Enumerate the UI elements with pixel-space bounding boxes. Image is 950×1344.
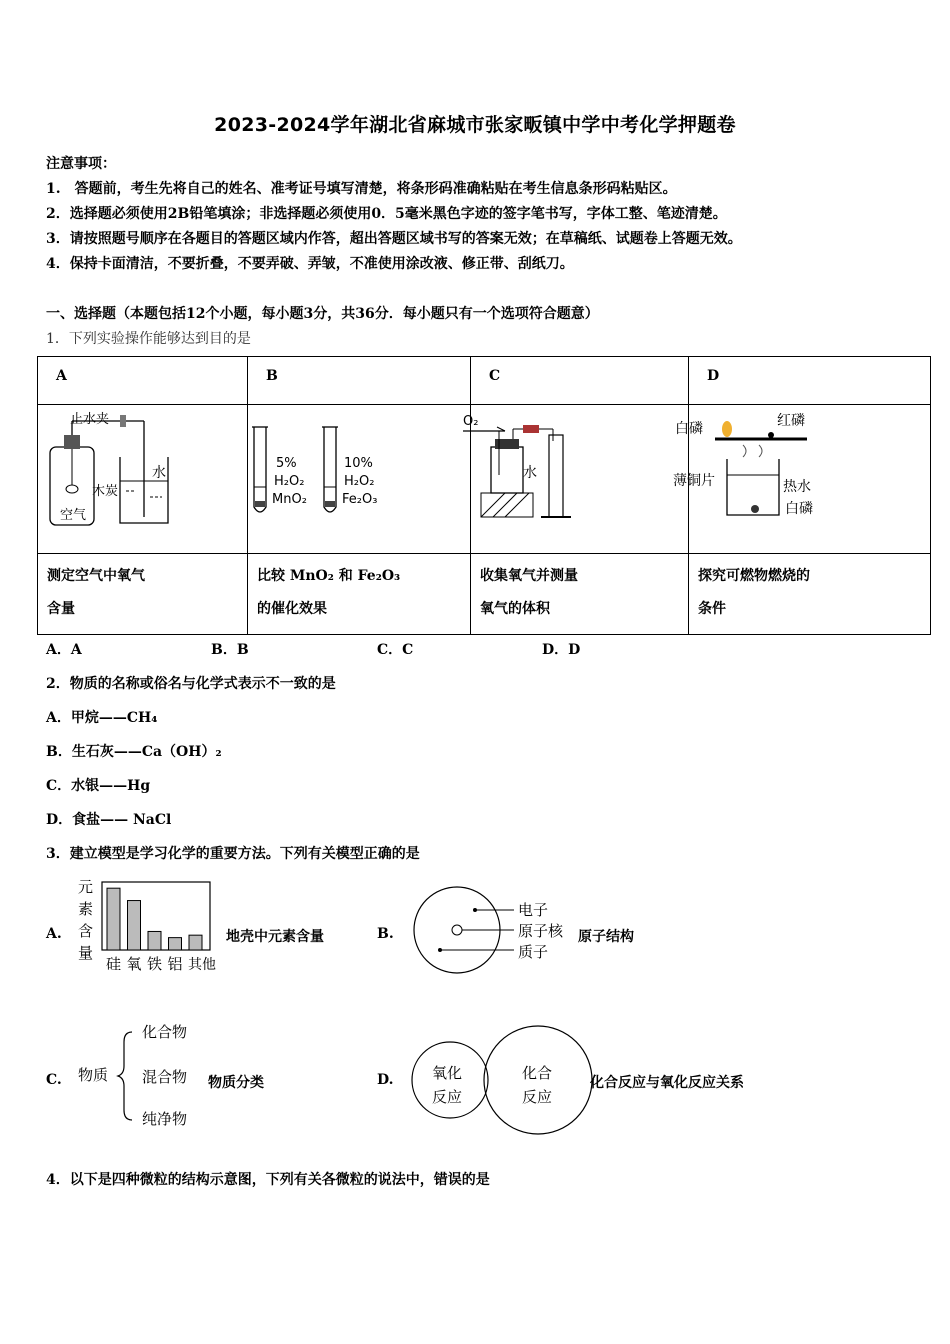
q1-option-a[interactable]: A．A [46, 642, 82, 658]
q2-option-a[interactable]: A．甲烷——CH₄ [46, 710, 158, 726]
question-4-stem: 4．以下是四种微粒的结构示意图，下列有关各微粒的说法中，错误的是 [46, 1172, 490, 1188]
label-h2o2: H₂O₂ [344, 474, 375, 489]
col-header-b: B [266, 368, 278, 384]
label-mixture: 混合物 [142, 1068, 188, 1086]
q3-option-b-letter[interactable]: B. [377, 926, 394, 942]
diagram-c-collection [453, 405, 661, 553]
q3-c-classification [74, 1018, 206, 1130]
q2-option-d[interactable]: D．食盐—— NaCl [46, 812, 172, 828]
label-white-p: 白磷 [785, 501, 813, 517]
atom-nucleus [452, 925, 462, 935]
bar-铁 [148, 931, 161, 950]
label-hot-water: 热水 [783, 479, 811, 495]
section-heading: 一、选择题（本题包括12个小题，每小题3分，共36分．每小题只有一个选项符合题意） [46, 306, 599, 322]
q3-d-caption: 化合反应与氧化反应关系 [590, 1075, 744, 1091]
label-oxidation: 氧化 [432, 1064, 463, 1082]
label-water: 水 [523, 465, 537, 481]
label-air: 空气 [60, 508, 87, 523]
caption-d-2: 条件 [698, 601, 726, 617]
label-matter: 物质 [78, 1066, 109, 1084]
notice-item: 3．请按照题号顺序在各题目的答题区域内作答，超出答题区域书写的答案无效；在草稿纸、试题卷上答题无效。 [46, 231, 742, 247]
bar-铝 [169, 938, 182, 950]
q1-option-c[interactable]: C．C [377, 642, 414, 658]
notice-item: 1. 答题前，考生先将自己的姓名、准考证号填写清楚，将条形码准确粘贴在考生信息条形码粘贴区。 [46, 181, 677, 197]
category-label: 铁 [147, 955, 163, 973]
q1-option-b[interactable]: B．B [211, 642, 249, 658]
ylabel-char: 元 [78, 878, 94, 896]
q3-option-a-letter[interactable]: A. [46, 926, 62, 942]
label-stop-clamp: 止水夹 [70, 412, 110, 427]
diagram-d-combustion [663, 405, 895, 553]
label-copper: 薄铜片 [673, 473, 715, 489]
brace [118, 1032, 132, 1120]
q3-a-bar-chart [74, 876, 224, 976]
diagram-a-apparatus [40, 405, 240, 553]
caption-a-1: 测定空气中氧气 [47, 568, 145, 584]
question-1-stem: 1．下列实验操作能够达到目的是 [46, 331, 251, 347]
label-fe2o3: Fe₂O₃ [342, 492, 378, 507]
category-label: 铝 [167, 955, 183, 973]
bar-硅 [107, 888, 120, 950]
q3-d-venn [410, 1036, 590, 1124]
page-title: 2023-2024学年湖北省麻城市张家畈镇中学中考化学押题卷 [214, 114, 736, 136]
q3-a-caption: 地壳中元素含量 [226, 929, 324, 945]
col-header-d: D [707, 368, 720, 384]
category-label: 硅 [106, 955, 122, 973]
ylabel-char: 素 [78, 900, 94, 918]
label-5pct: 5% [276, 456, 297, 471]
label-water: 水 [152, 465, 166, 481]
label-h2o2: H₂O₂ [274, 474, 305, 489]
caption-b-2: 的催化效果 [257, 601, 327, 617]
label-combination: 反应 [522, 1088, 553, 1106]
caption-a-2: 含量 [47, 601, 75, 617]
caption-b-1: 比较 MnO₂ 和 Fe₂O₃ [257, 568, 401, 584]
label-mno2: MnO₂ [272, 492, 307, 507]
q1-option-d[interactable]: D．D [542, 642, 581, 658]
label-compound: 化合物 [142, 1023, 188, 1041]
label-red-p: 红磷 [777, 413, 805, 429]
diagram-b-test-tubes [240, 405, 453, 553]
q3-c-caption: 物质分类 [208, 1075, 264, 1091]
caption-c-1: 收集氧气并测量 [480, 568, 578, 584]
label-charcoal: 木炭 [92, 484, 119, 499]
caption-d-1: 探究可燃物燃烧的 [698, 568, 810, 584]
notice-heading: 注意事项： [46, 156, 116, 172]
q2-option-b[interactable]: B．生石灰——Ca（OH）₂ [46, 744, 222, 760]
question-2-stem: 2．物质的名称或俗名与化学式表示不一致的是 [46, 676, 336, 692]
q2-option-c[interactable]: C．水银——Hg [46, 778, 151, 794]
label-o2: O₂ [463, 414, 479, 429]
category-label: 其他 [188, 957, 216, 973]
category-label: 氧 [126, 955, 142, 973]
label-proton: 质子 [518, 943, 549, 961]
q3-option-c-letter[interactable]: C. [46, 1072, 62, 1088]
ylabel-char: 含 [78, 922, 94, 940]
q3-b-caption: 原子结构 [578, 929, 634, 945]
notice-item: 2．选择题必须使用2B铅笔填涂；非选择题必须使用0．5毫米黑色字迹的签字笔书写，字体工整、笔迹清楚。 [46, 206, 727, 222]
col-header-c: C [489, 368, 501, 384]
bar-其他 [189, 935, 202, 950]
notice-item: 4．保持卡面清洁，不要折叠，不要弄破、弄皱，不准使用涂改液、修正带、刮纸刀。 [46, 256, 574, 272]
ylabel-char: 量 [78, 944, 94, 962]
col-header-a: A [56, 368, 67, 384]
label-pure: 纯净物 [142, 1110, 188, 1128]
bar-氧 [128, 901, 141, 950]
label-combination: 化合 [522, 1064, 553, 1082]
label-electron: 电子 [518, 901, 549, 919]
label-10pct: 10% [344, 456, 373, 471]
label-white-p: 白磷 [675, 421, 703, 437]
label-oxidation: 反应 [432, 1088, 463, 1106]
caption-c-2: 氧气的体积 [480, 601, 550, 617]
question-3-stem: 3．建立模型是学习化学的重要方法。下列有关模型正确的是 [46, 846, 420, 862]
q3-option-d-letter[interactable]: D. [377, 1072, 394, 1088]
label-nucleus: 原子核 [518, 922, 564, 940]
